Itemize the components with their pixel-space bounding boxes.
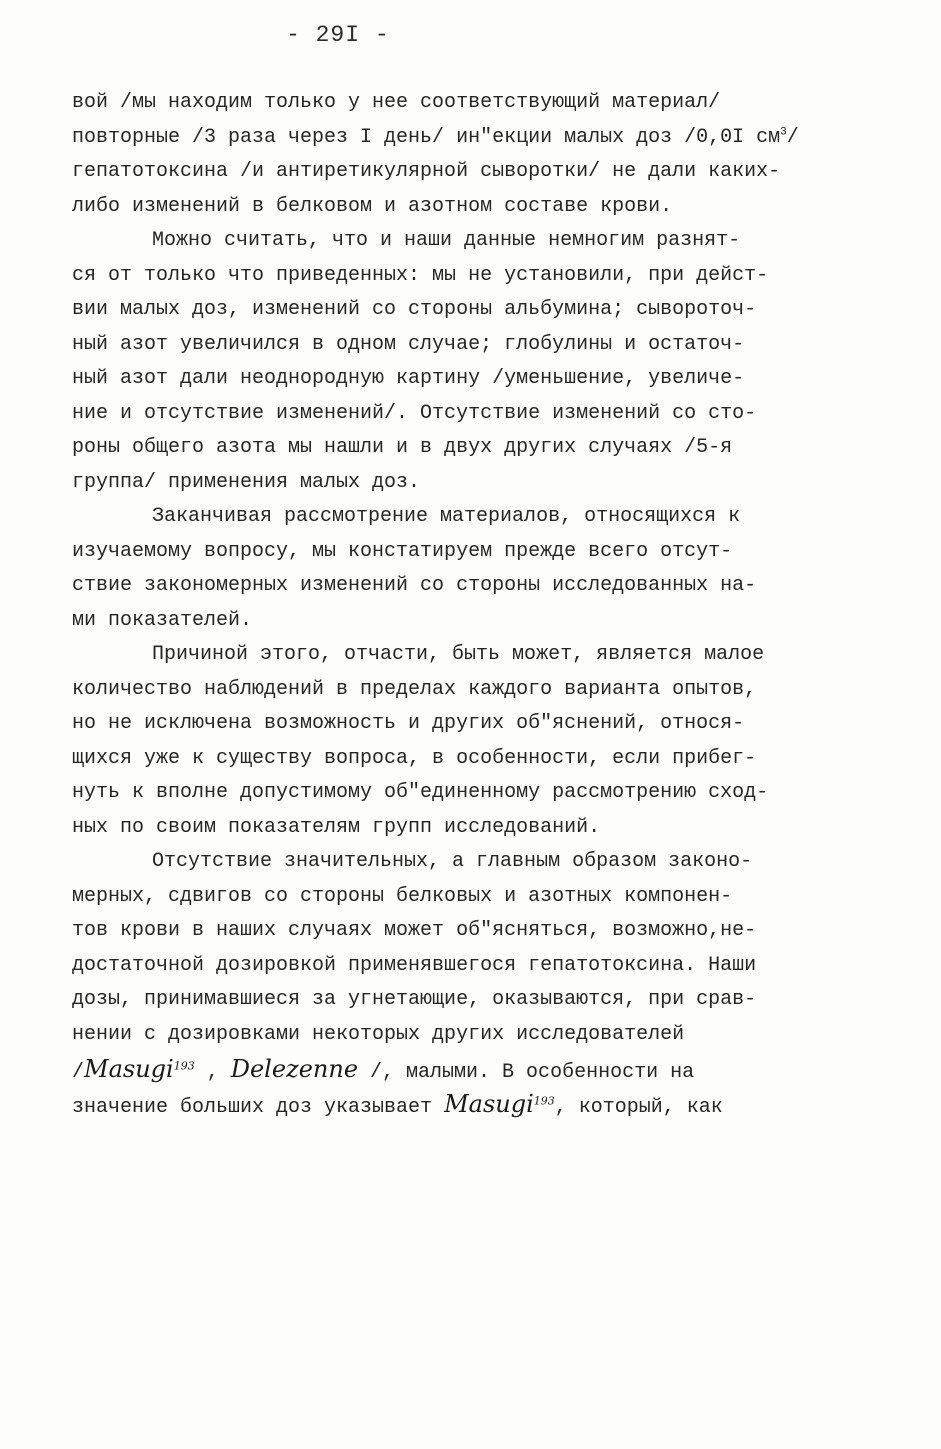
reference-number: 193 <box>533 1093 555 1107</box>
text-line: ствие закономерных изменений со стороны исследованных на- <box>72 574 757 597</box>
text-line: ми показателей. <box>72 608 253 632</box>
text-line <box>72 121 872 156</box>
text-line: нении с дозировками некоторых других исследователей <box>72 1022 685 1046</box>
text-line: нуть к вполне допустимому об"единенному рассмотрению сход- <box>72 781 769 804</box>
text-line: Отсутствие значительных, а главным образом законо- <box>152 850 753 873</box>
reference-number: 193 <box>173 1059 195 1073</box>
text-line: изучаемому вопросу, мы констатируем прежде всего отсут- <box>72 539 733 563</box>
text-segment: повторные /3 раза через I день/ ин"екции малых доз /0,0I см <box>72 125 781 149</box>
text-segment: , который, как <box>554 1095 723 1119</box>
text-segment: /, малыми. В особенности на <box>358 1061 695 1084</box>
text-line: Причиной этого, отчасти, быть может, является малое <box>152 643 765 666</box>
text-segment: / <box>786 125 799 149</box>
text-line: тов крови в наших случаях может об"ясняться, возможно,не- <box>72 919 757 942</box>
text-line: мерных, сдвигов со стороны белковых и азотных компонен- <box>72 884 733 908</box>
text-line: Можно считать, что и наши данные немногим разнят- <box>152 229 741 252</box>
text-line: но не исключена возможность и других об"яснений, относя- <box>72 712 745 735</box>
text-line: группа/ применения малых доз. <box>72 470 421 494</box>
body-text <box>72 86 872 1121</box>
text-line-with-handwriting <box>72 1052 872 1087</box>
text-line: ся от только что приведенных: мы не установили, при дейст- <box>72 263 769 287</box>
text-line: количество наблюдений в пределах каждого варианта опытов, <box>72 677 757 701</box>
text-line: роны общего азота мы нашли и в двух других случаях /5-я <box>72 436 733 459</box>
text-line: вии малых доз, изменений со стороны альбумина; сывороточ- <box>72 298 757 321</box>
text-segment: значение больших доз указывает <box>72 1095 445 1119</box>
handwritten-author-name: Delezenne <box>230 1055 359 1083</box>
text-line: либо изменений в белковом и азотном составе крови. <box>72 194 673 218</box>
text-line: ный азот увеличился в одном случае; глобулины и остаточ- <box>72 332 745 356</box>
text-line: ных по своим показателям групп исследований. <box>72 815 601 839</box>
text-segment: , <box>194 1061 231 1084</box>
text-line: дозы, принимавшиеся за угнетающие, оказываются, при срав- <box>72 988 757 1011</box>
superscript: 3 <box>780 125 787 138</box>
text-line: достаточной дозировкой применявшегося гепатотоксина. Наши <box>72 953 757 977</box>
handwritten-author-name: Masugi <box>84 1055 174 1083</box>
text-line: вой /мы находим только у нее соответствующий материал/ <box>72 91 721 114</box>
page-number: - 29I - <box>286 22 390 48</box>
text-segment: / <box>72 1061 85 1084</box>
handwritten-author-name: Masugi <box>444 1089 534 1118</box>
text-line: Заканчивая рассмотрение материалов, относящихся к <box>152 505 741 528</box>
text-line: ный азот дали неоднородную картину /уменьшение, увеличе- <box>72 367 745 390</box>
text-line-with-handwriting <box>72 1087 872 1122</box>
text-line: ние и отсутствие изменений/. Отсутствие изменений со сто- <box>72 401 757 425</box>
text-line: щихся уже к существу вопроса, в особенности, если прибег- <box>72 746 757 770</box>
text-line: гепатотоксина /и антиретикулярной сыворотки/ не дали каких- <box>72 160 781 183</box>
